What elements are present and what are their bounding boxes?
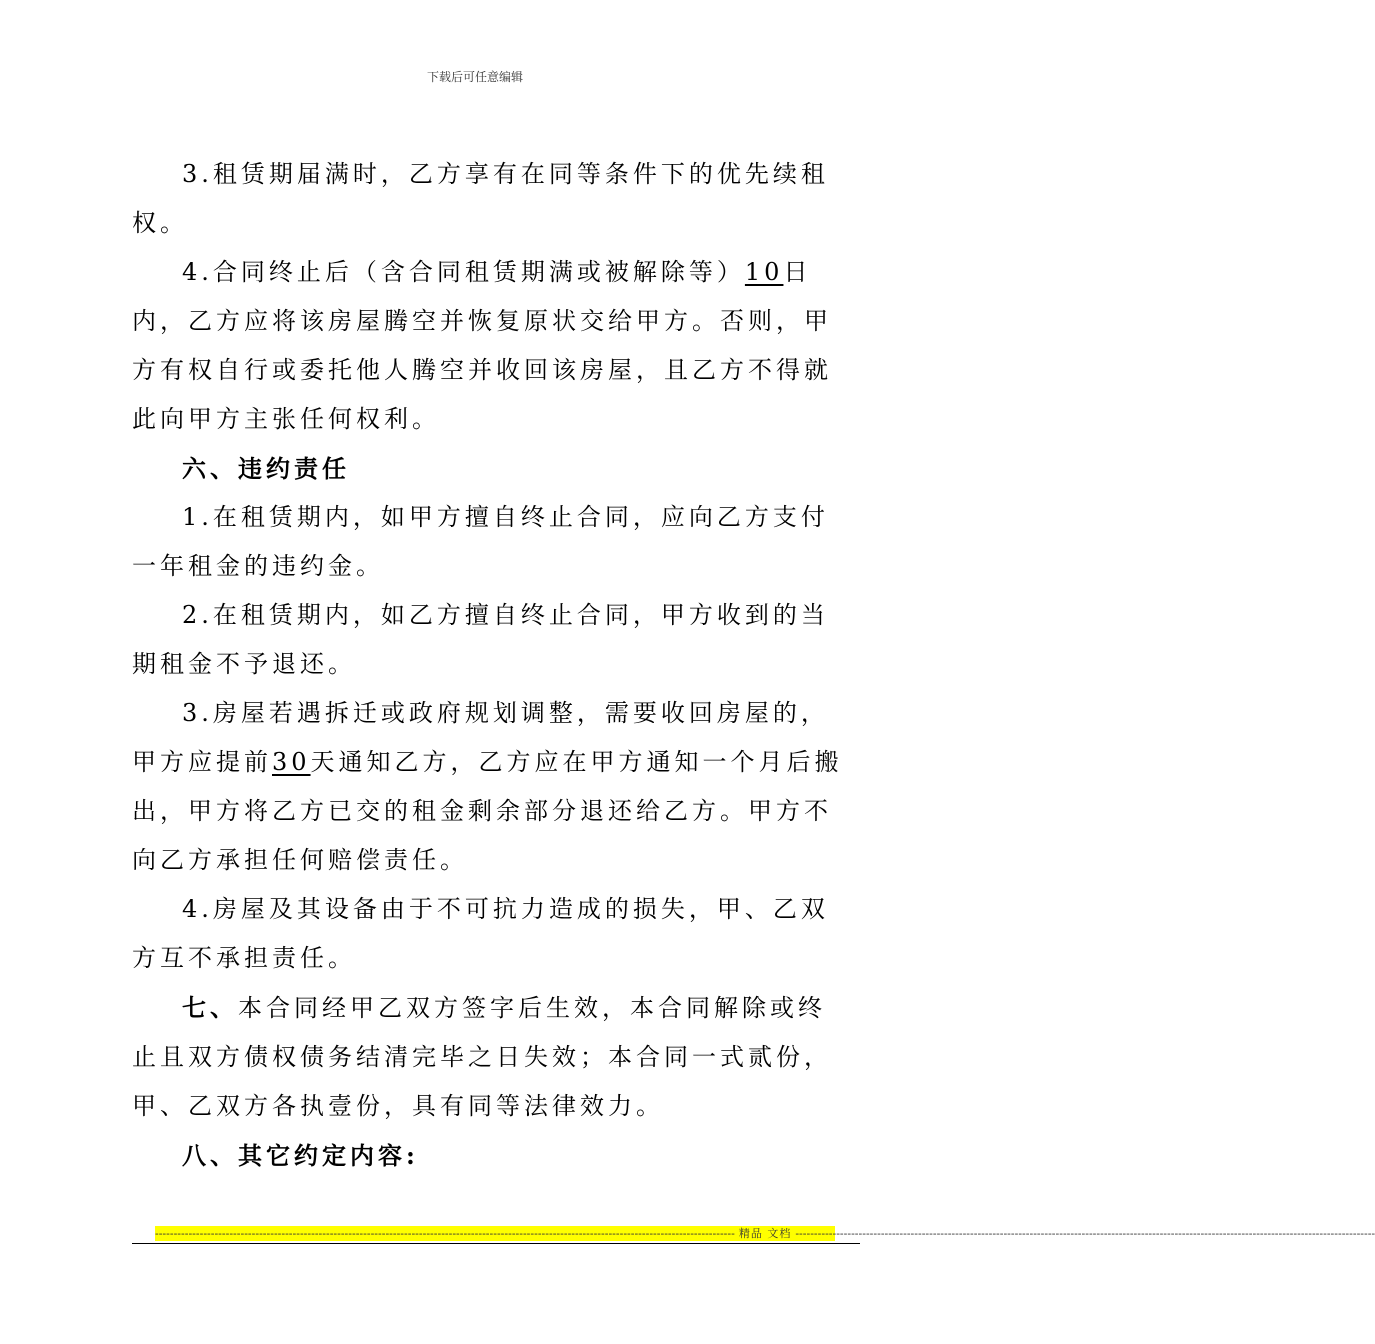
section-7-text: 本合同经甲乙双方签字后生效，本合同解除或终止且双方债权债务结清完毕之日失效；本合同一式贰份，甲、乙双方各执壹份，具有同等法律效力。: [132, 994, 832, 1120]
document-body: [132, 150, 852, 1180]
footer-label: 精品 文档: [738, 1227, 792, 1240]
footer-band: [155, 1226, 1375, 1241]
clause-5-4: [132, 248, 852, 444]
footer-dashes-left: ------------------------------------------------------------------------------------------------------------------------------------------------------------: [155, 1227, 735, 1240]
section-8-heading: 八、其它约定内容:: [182, 1141, 419, 1170]
footer-dashes-right: ------------------------------------------------------------------------------------------------------------------------------------------------------------: [795, 1227, 1375, 1240]
clause-5-3: 3.租赁期届满时，乙方享有在同等条件下的优先续租权。: [132, 160, 829, 237]
clause-6-4: 4.房屋及其设备由于不可抗力造成的损失，甲、乙双方互不承担责任。: [132, 895, 829, 972]
clause-5-4-text-b: 日内，乙方应将该房屋腾空并恢复原状交给甲方。否则，甲方有权自行或委托他人腾空并收回该房屋，且乙方不得就此向甲方主张任何权利。: [132, 258, 832, 433]
clause-5-4-days: 10: [744, 258, 784, 286]
clause-6-2: 2.在租赁期内，如乙方擅自终止合同，甲方收到的当期租金不予退还。: [132, 601, 829, 678]
footer-rule: [132, 1243, 860, 1244]
clause-6-3-text-b: 天通知乙方，乙方应在甲方通知一个月后搬出，甲方将乙方已交的租金剩余部分退还给乙方。甲方不向乙方承担任何赔偿责任。: [132, 748, 843, 874]
clause-6-1: 1.在租赁期内，如甲方擅自终止合同，应向乙方支付一年租金的违约金。: [132, 503, 829, 580]
page-header: 下载后可任意编辑: [426, 70, 523, 84]
clause-6-3: [132, 689, 852, 885]
clause-5-4-text-a: 4.合同终止后（含合同租赁期满或被解除等）: [182, 258, 745, 286]
clause-6-3-days: 30: [272, 748, 311, 776]
section-7: [132, 983, 852, 1131]
section-6-heading: 六、违约责任: [182, 454, 350, 483]
clause-6-3-text-a: 3.房屋若遇拆迁或政府规划调整，需要收回房屋的，甲方应提前: [132, 699, 829, 776]
section-7-heading: 七、: [182, 993, 238, 1022]
